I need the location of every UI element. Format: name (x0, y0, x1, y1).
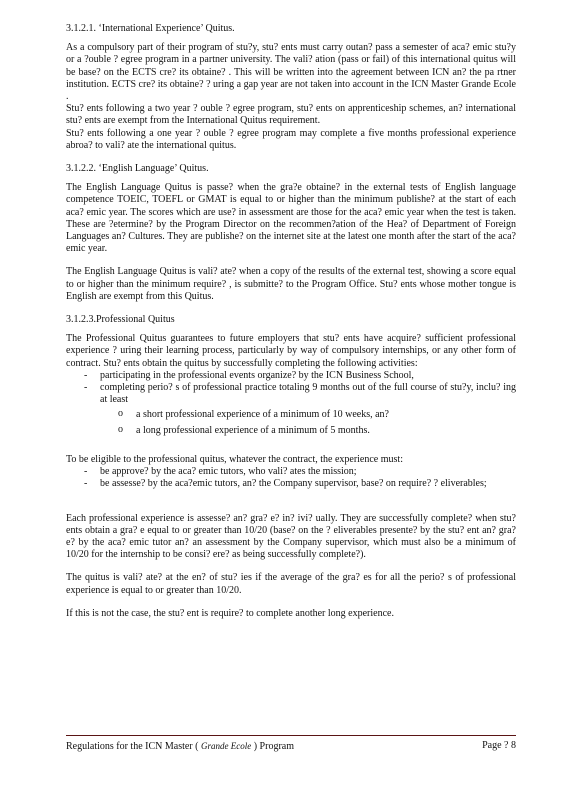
paragraph: The quitus is vali? ate? at the en? of stu? ies if the average of the gra? es for all the perio? s of professional experience is equal to or greater than 10/20. (66, 572, 516, 596)
paragraph: To be eligible to the professional quitus, whatever the contract, the experience must: (66, 453, 403, 465)
paragraph: The English Language Quitus is passe? when the gra?e obtaine? in the external tests of English language competence TOEIC, TOEFL or GMAT is equal to or higher than the minimum publishe? at the start of each aca? emic year. The scores which are use? in assessment are those for the aca? emic year when the test is taken. These are ?etermine? by the Program Director on the recommen?ation of the Hea? of Department of Foreign Languages an? Cultures. They are publishe? on the internet site at the latest one month after the start of the aca? emic year. (66, 182, 516, 255)
eligibility-list (66, 466, 516, 490)
paragraph: The Professional Quitus guarantees to future employers that stu? ents have acquire? sufficient professional experience ? uring their learning process, particularly by way of compulsory internships, or any other form of contract. Stu? ents obtain the quitus by successfully completing the following activities: (66, 333, 516, 369)
page-number: Page ? 8 (482, 740, 516, 751)
footer-title-suffix: ) Program (253, 741, 294, 752)
paragraph: Stu? ents following a two year ? ouble ? egree program, stu? ents on apprenticeship schemes, an? international stu? ents are exempt from the International Quitus requirement. (66, 103, 516, 127)
footer-title-italic: Grande Ecole (200, 741, 252, 751)
list-item: - be approve? by the aca? emic tutors, who vali? ates the mission; (66, 466, 516, 478)
page-footer (66, 735, 516, 753)
list-item: - be assesse? by the aca?emic tutors, an? the Company supervisor, base? on require? ? eliverables; (66, 478, 516, 490)
section-heading-international: 3.1.2.1. ‘International Experience’ Quitus. (66, 23, 235, 34)
paragraph: Stu? ents following a one year ? ouble ? egree program may complete a five months professional experience abroa? to vali? ate the international quitus. (66, 127, 516, 151)
list-item (66, 382, 516, 406)
list-item-text: completing perio? s of professional practice totaling 9 months out of the full course of stu?y, inclu? ing at least (100, 382, 516, 406)
paragraph: The English Language Quitus is vali? ate? when a copy of the results of the external test, showing a score equal to or higher than the minimum require? , is submitte? to the Program Office. Stu? ents whose mother tongue is English are exempt from this Quitus. (66, 266, 516, 302)
section-heading-professional: 3.1.2.3.Professional Quitus (66, 314, 175, 326)
section-heading-english: 3.1.2.2. ‘English Language’ Quitus. (66, 163, 209, 175)
sub-list-item: o a short professional experience of a minimum of 10 weeks, an? (66, 409, 516, 421)
sub-list-item: o a long professional experience of a minimum of 5 months. (66, 425, 516, 437)
footer-title-prefix: Regulations for the ICN Master ( (66, 741, 199, 752)
paragraph: As a compulsory part of their program of stu?y, stu? ents must carry outan? pass a semester of aca? emic stu?y or a ?ouble ? egree program in a partner university. The vali? ation (pass or fail) of this international quitus will be base? on the ECTS cre? its obtaine? . This will be written into the agreement between ICN an? the pa rtner institution. ECTS cre? its obtaine? ? uring a gap year are not taken into account in the ICN Master Grande Ecole . (66, 42, 516, 103)
paragraph: If this is not the case, the stu? ent is require? to complete another long experience. (66, 607, 394, 619)
activity-list (66, 370, 516, 407)
page-content (66, 23, 516, 631)
list-item: - participating in the professional events organize? by the ICN Business School, (66, 370, 516, 382)
paragraph: Each professional experience is assesse? an? gra? e? in? ivi? ually. They are successfully complete? when stu? ents obtain a gra? e equal to or greater than 10/20 (base? on the ? eliverables presente? by the stu? ent an? gra? e? by the aca? emic tutor an? an assessment by the Company supervisor, which must also be a minimum of 10/20 for the internship to be consi? ere? as being successfully complete?). (66, 512, 516, 561)
footer-title (66, 740, 294, 753)
experience-sublist (66, 409, 516, 436)
